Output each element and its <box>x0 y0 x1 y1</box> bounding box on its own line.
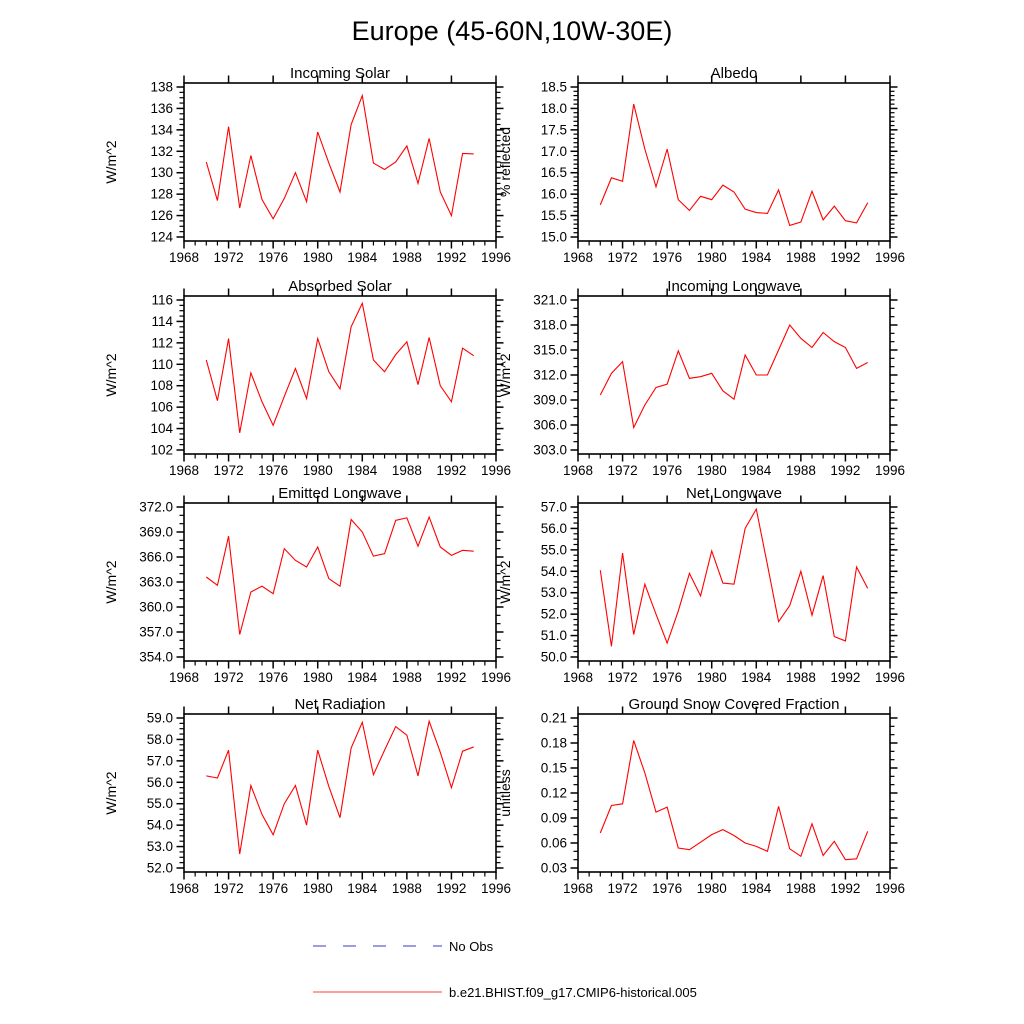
x-tick-label: 1996 <box>874 250 906 265</box>
plot-frame <box>184 503 496 661</box>
x-tick-label: 1968 <box>168 670 200 685</box>
x-tick-label: 1976 <box>258 463 289 478</box>
y-tick-label: 303.0 <box>533 442 567 458</box>
y-tick-label: 128 <box>150 186 173 202</box>
chart-albedo <box>490 65 950 285</box>
legend-row-case <box>312 986 697 998</box>
x-tick-label: 1996 <box>874 881 906 896</box>
panel-title: Emitted Longwave <box>278 485 402 502</box>
x-tick-label: 1980 <box>302 881 333 896</box>
y-tick-label: 0.03 <box>540 860 567 876</box>
x-tick-label: 1988 <box>391 881 422 896</box>
y-tick-label: 354.0 <box>139 649 173 665</box>
x-tick-label: 1992 <box>830 670 861 685</box>
y-tick-label: 363.0 <box>139 574 173 590</box>
x-tick-label: 1996 <box>874 463 906 478</box>
x-tick-label: 1976 <box>652 250 683 265</box>
y-tick-label: 369.0 <box>139 524 173 540</box>
x-tick-label: 1996 <box>480 250 512 265</box>
y-tick-label: 52.0 <box>540 606 567 622</box>
x-tick-label: 1984 <box>741 250 772 265</box>
y-tick-label: 0.21 <box>540 710 567 726</box>
y-tick-label: 0.09 <box>540 810 567 826</box>
x-tick-label: 1984 <box>347 250 378 265</box>
y-tick-label: 59.0 <box>146 710 173 726</box>
panel-absorbed-solar <box>96 278 556 498</box>
no-obs-dashed-line-swatch <box>312 941 443 951</box>
y-tick-label: 54.0 <box>146 817 173 833</box>
x-tick-label: 1980 <box>696 250 727 265</box>
y-tick-label: 18.0 <box>540 100 567 116</box>
x-tick-label: 1972 <box>213 881 244 896</box>
y-tick-label: 58.0 <box>146 731 173 747</box>
data-series-line <box>600 509 867 646</box>
x-tick-label: 1976 <box>652 670 683 685</box>
y-tick-label: 0.12 <box>540 785 567 801</box>
x-tick-label: 1980 <box>302 250 333 265</box>
x-tick-label: 1972 <box>607 250 638 265</box>
data-series-line <box>206 517 473 635</box>
data-series-line <box>206 721 473 854</box>
y-tick-label: 116 <box>151 292 173 308</box>
y-axis-label: unitless <box>497 769 513 817</box>
x-tick-label: 1996 <box>480 670 512 685</box>
y-tick-label: 104 <box>150 421 173 437</box>
y-tick-label: 106 <box>150 399 173 415</box>
x-tick-label: 1980 <box>302 463 333 478</box>
panel-incoming-solar <box>96 65 556 285</box>
x-tick-label: 1984 <box>741 881 772 896</box>
x-tick-label: 1968 <box>168 463 200 478</box>
y-axis-label: W/m^2 <box>103 353 119 397</box>
y-tick-label: 136 <box>150 100 173 116</box>
panel-albedo <box>490 65 950 285</box>
y-axis-label: % reflected <box>497 126 513 198</box>
chart-net-longwave <box>490 485 950 705</box>
x-tick-label: 1988 <box>785 881 816 896</box>
x-tick-label: 1992 <box>436 463 467 478</box>
y-tick-label: 0.18 <box>540 735 567 751</box>
data-series-line <box>206 96 473 219</box>
x-tick-label: 1996 <box>874 670 906 685</box>
y-tick-label: 312.0 <box>533 367 567 383</box>
x-tick-label: 1988 <box>785 250 816 265</box>
y-tick-label: 306.0 <box>533 417 567 433</box>
y-tick-label: 15.0 <box>540 229 567 245</box>
y-tick-label: 0.15 <box>540 760 567 776</box>
x-tick-label: 1968 <box>168 250 200 265</box>
x-tick-label: 1972 <box>213 250 244 265</box>
data-series-line <box>600 104 867 225</box>
y-tick-label: 16.5 <box>540 165 567 181</box>
x-tick-label: 1972 <box>213 463 244 478</box>
panel-title: Ground Snow Covered Fraction <box>628 696 840 713</box>
x-tick-label: 1984 <box>347 670 378 685</box>
panel-ground-snow-covered-fraction <box>490 696 950 916</box>
x-tick-label: 1996 <box>480 881 512 896</box>
x-tick-label: 1972 <box>607 881 638 896</box>
plot-frame <box>184 296 496 454</box>
x-tick-label: 1972 <box>607 463 638 478</box>
x-tick-label: 1968 <box>562 881 594 896</box>
chart-net-radiation <box>96 696 556 916</box>
y-tick-label: 55.0 <box>540 542 567 558</box>
y-tick-label: 318.0 <box>533 317 567 333</box>
y-tick-label: 52.0 <box>146 860 173 876</box>
page-title: Europe (45-60N,10W-30E) <box>351 16 673 46</box>
chart-ground-snow-covered-fraction <box>490 696 950 916</box>
x-tick-label: 1988 <box>391 670 422 685</box>
x-tick-label: 1992 <box>830 250 861 265</box>
x-tick-label: 1968 <box>562 250 594 265</box>
panel-net-longwave <box>490 485 950 705</box>
y-tick-label: 18.5 <box>540 79 567 95</box>
x-tick-label: 1976 <box>258 250 289 265</box>
y-tick-label: 53.0 <box>540 585 567 601</box>
x-tick-label: 1988 <box>785 463 816 478</box>
y-axis-label: W/m^2 <box>497 560 513 604</box>
x-tick-label: 1984 <box>741 463 772 478</box>
x-tick-label: 1980 <box>696 670 727 685</box>
y-tick-label: 315.0 <box>533 342 567 358</box>
y-tick-label: 309.0 <box>533 392 567 408</box>
x-tick-label: 1976 <box>258 881 289 896</box>
panel-incoming-longwave <box>490 278 950 498</box>
panel-emitted-longwave <box>96 485 556 705</box>
y-tick-label: 55.0 <box>146 796 173 812</box>
data-series-line <box>600 325 867 428</box>
x-tick-label: 1968 <box>562 670 594 685</box>
y-tick-label: 108 <box>150 378 173 394</box>
plot-frame <box>184 714 496 872</box>
x-tick-label: 1976 <box>652 881 683 896</box>
chart-incoming-longwave <box>490 278 950 498</box>
y-tick-label: 56.0 <box>540 520 567 536</box>
panel-title: Net Longwave <box>686 485 782 502</box>
panel-title: Absorbed Solar <box>288 278 392 295</box>
x-tick-label: 1980 <box>302 670 333 685</box>
x-tick-label: 1992 <box>436 670 467 685</box>
y-tick-label: 57.0 <box>540 499 567 515</box>
y-tick-label: 130 <box>150 165 173 181</box>
x-tick-label: 1976 <box>652 463 683 478</box>
y-tick-label: 50.0 <box>540 649 567 665</box>
panel-title: Incoming Solar <box>289 65 391 82</box>
y-tick-label: 126 <box>150 208 173 224</box>
y-tick-label: 134 <box>150 122 173 138</box>
x-tick-label: 1976 <box>258 670 289 685</box>
legend <box>312 940 697 1024</box>
legend-row-no-obs <box>312 940 697 952</box>
chart-emitted-longwave <box>96 485 556 705</box>
x-tick-label: 1988 <box>391 463 422 478</box>
x-tick-label: 1988 <box>785 670 816 685</box>
panel-title: Incoming Longwave <box>667 278 801 295</box>
x-tick-label: 1992 <box>436 881 467 896</box>
x-tick-label: 1996 <box>480 463 512 478</box>
no-obs-label: No Obs <box>449 938 494 954</box>
y-tick-label: 16.0 <box>540 186 567 202</box>
y-tick-label: 0.06 <box>540 835 567 851</box>
y-tick-label: 15.5 <box>540 208 567 224</box>
chart-incoming-solar <box>96 65 556 285</box>
y-tick-label: 372.0 <box>139 499 173 515</box>
x-tick-label: 1972 <box>607 670 638 685</box>
case-label: b.e21.BHIST.f09_g17.CMIP6-historical.005 <box>449 984 697 1000</box>
x-tick-label: 1968 <box>168 881 200 896</box>
x-tick-label: 1984 <box>347 881 378 896</box>
x-tick-label: 1992 <box>830 463 861 478</box>
y-axis-label: W/m^2 <box>497 353 513 397</box>
panel-net-radiation <box>96 696 556 916</box>
y-tick-label: 138 <box>150 79 173 95</box>
plot-frame <box>184 83 496 241</box>
y-tick-label: 17.5 <box>540 122 567 138</box>
y-axis-label: W/m^2 <box>103 140 119 184</box>
x-tick-label: 1980 <box>696 463 727 478</box>
x-tick-label: 1992 <box>436 250 467 265</box>
y-tick-label: 321.0 <box>533 292 567 308</box>
y-tick-label: 124 <box>150 229 173 245</box>
data-series-line <box>206 303 473 433</box>
x-tick-label: 1968 <box>562 463 594 478</box>
case-solid-line-swatch <box>312 987 443 997</box>
y-axis-label: W/m^2 <box>103 771 119 815</box>
data-series-line <box>600 741 867 860</box>
panel-title: Albedo <box>710 65 758 82</box>
x-tick-label: 1972 <box>213 670 244 685</box>
y-tick-label: 114 <box>151 313 173 329</box>
y-tick-label: 132 <box>150 143 173 159</box>
y-tick-label: 102 <box>150 442 173 458</box>
y-axis-label: W/m^2 <box>103 560 119 604</box>
y-tick-label: 17.0 <box>540 143 567 159</box>
x-tick-label: 1988 <box>391 250 422 265</box>
chart-absorbed-solar <box>96 278 556 498</box>
x-tick-label: 1992 <box>830 881 861 896</box>
y-tick-label: 360.0 <box>139 599 173 615</box>
y-tick-label: 54.0 <box>540 563 567 579</box>
y-tick-label: 112 <box>151 335 173 351</box>
x-tick-label: 1980 <box>696 881 727 896</box>
y-tick-label: 366.0 <box>139 549 173 565</box>
y-tick-label: 51.0 <box>540 628 567 644</box>
y-tick-label: 110 <box>151 356 173 372</box>
x-tick-label: 1984 <box>347 463 378 478</box>
y-tick-label: 57.0 <box>146 753 173 769</box>
panel-title: Net Radiation <box>294 696 386 713</box>
y-tick-label: 357.0 <box>139 624 173 640</box>
y-tick-label: 53.0 <box>146 839 173 855</box>
y-tick-label: 56.0 <box>146 774 173 790</box>
x-tick-label: 1984 <box>741 670 772 685</box>
